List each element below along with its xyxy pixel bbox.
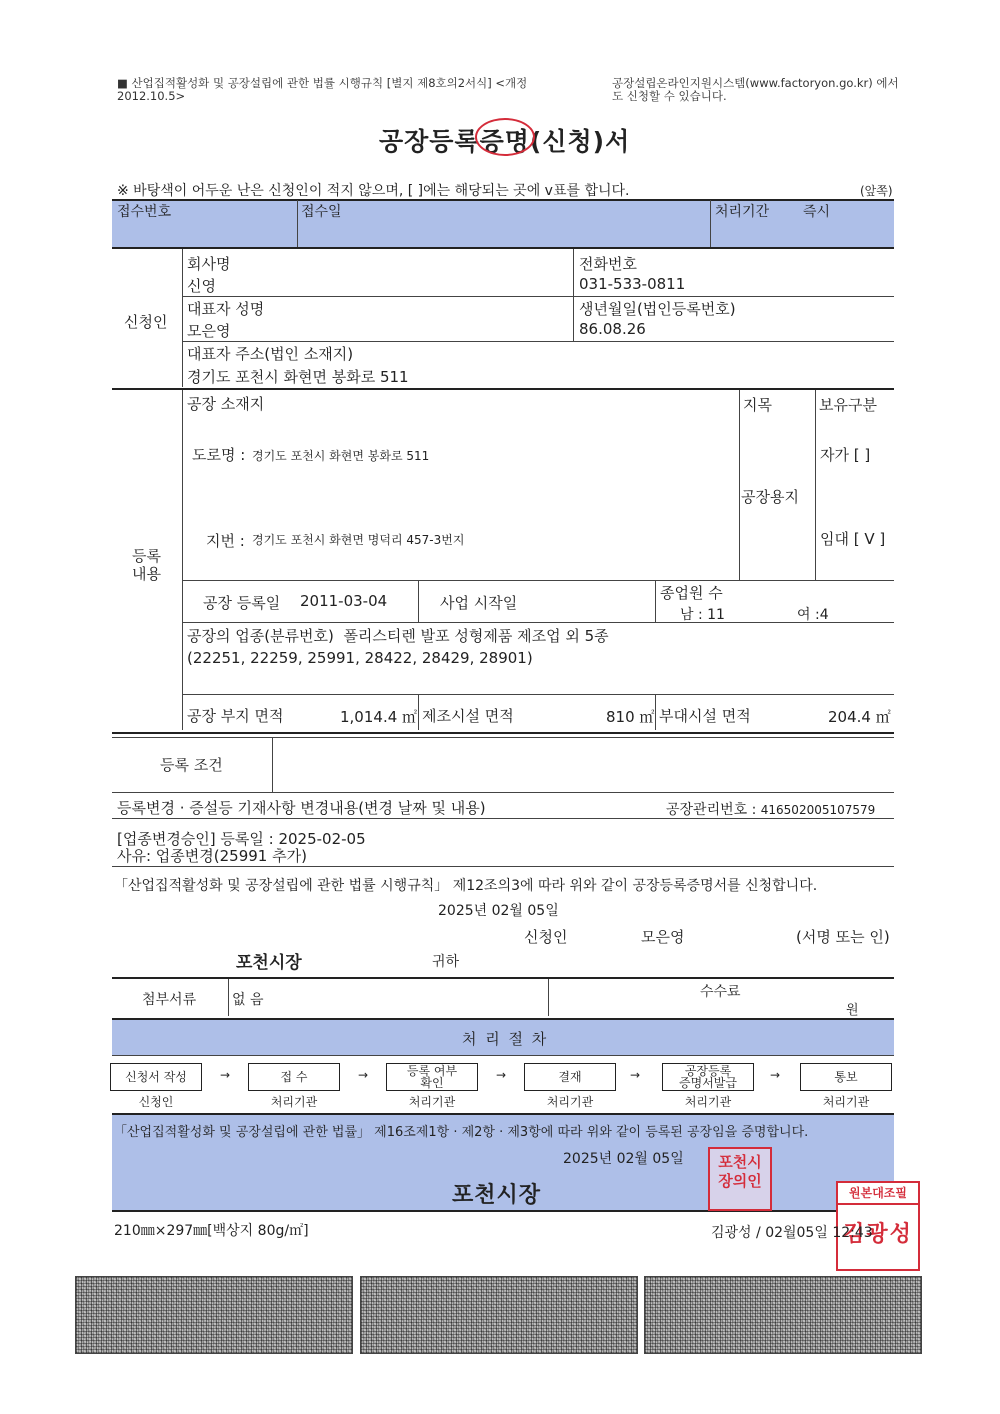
male-employee-count: 남 : 11 (680, 607, 725, 623)
applicant-signature-name: 모은영 (641, 928, 685, 946)
security-barcode (75, 1276, 353, 1354)
address-value: 경기도 포천시 화현면 봉화로 511 (187, 368, 409, 386)
registration-section-label-2: 내용 (132, 565, 161, 583)
address-label: 대표자 주소(법인 소재지) (187, 345, 354, 363)
auxiliary-area-value: 204.4 ㎡ (828, 708, 891, 726)
change-entry-line-1: [업종변경승인] 등록일 : 2025-02-05 (117, 830, 366, 848)
employee-count-label: 종업원 수 (660, 584, 723, 602)
lot-address-value: 경기도 포천시 화현면 명덕리 457-3번지 (252, 533, 465, 547)
representative-label: 대표자 성명 (187, 300, 265, 318)
female-employee-count: 여 :4 (797, 607, 829, 623)
management-number-label: 공장관리번호 : 416502005107579 (666, 802, 876, 818)
attachments-label: 첨부서류 (142, 992, 197, 1008)
industry-codes: (22251, 22259, 25991, 28422, 28429, 28901) (187, 649, 533, 667)
applicant-signature-label: 신청인 (524, 928, 568, 946)
manufacturing-area-label: 제조시설 면적 (422, 707, 514, 725)
recipient-name: 포천시장 (236, 953, 302, 973)
copy-stamp-name: 김광성 (843, 1222, 913, 1247)
reception-number-label: 접수번호 (117, 204, 172, 220)
step-arrow-icon: → (496, 1068, 507, 1082)
leased-checkbox: 임대 [ V ] (820, 530, 886, 548)
applicant-section-label: 신청인 (124, 313, 168, 331)
road-address-value: 경기도 포천시 화현면 봉화로 511 (252, 449, 430, 463)
title-circled-word: 증명 (480, 122, 530, 158)
step-notification: 통보 (800, 1063, 892, 1091)
official-seal: 포천시장의인 (708, 1147, 772, 1211)
red-circle-mark (475, 118, 535, 156)
step-actor-label: 처리기관 (408, 1095, 456, 1109)
company-name-label: 회사명 (187, 255, 231, 273)
step-actor-label: 처리기관 (684, 1095, 732, 1109)
change-history-label: 등록변경 · 증설등 기재사항 변경내용(변경 날짜 및 내용) (117, 799, 486, 817)
manufacturing-area-value: 810 ㎡ (606, 708, 655, 726)
reception-date-label: 접수일 (301, 204, 342, 220)
company-name-value: 신영 (187, 277, 216, 295)
phone-label: 전화번호 (579, 255, 637, 273)
change-entry-line-2: 사유: 업종변경(25991 추가) (117, 847, 307, 865)
auxiliary-area-label: 부대시설 면적 (659, 707, 751, 725)
page-title (379, 122, 630, 158)
site-area-label: 공장 부지 면적 (187, 707, 284, 725)
certification-statement: 「산업집적활성화 및 공장설립에 관한 법률」 제16조제1항 · 제2항 · 제3항에 따라 위와 같이 등록된 공장임을 증명합니다. (114, 1125, 809, 1140)
step-issue-certificate: 공장등록 증명서발급 (662, 1063, 754, 1091)
step-approval: 결재 (524, 1063, 616, 1091)
step-receipt: 접 수 (248, 1063, 340, 1091)
copy-stamp-label: 원본대조필 (838, 1183, 918, 1205)
online-system-note: 공장설립온라인지원시스템(www.factoryon.go.kr) 에서도 신청할 수 있습니다. (612, 76, 899, 103)
form-reference-note: ■ 산업집적활성화 및 공장설립에 관한 법률 시행규칙 [별지 제8호의2서식] <개정 2012.10.5> (117, 76, 528, 103)
land-category-label: 지목 (743, 396, 772, 414)
lot-address-label: 지번 : (206, 532, 245, 550)
fee-unit: 원 (846, 1003, 859, 1018)
step-arrow-icon: → (630, 1068, 641, 1082)
signature-note: (서명 또는 인) (796, 928, 890, 946)
factory-location-label: 공장 소재지 (187, 395, 265, 413)
security-barcode (360, 1276, 638, 1354)
step-arrow-icon: → (220, 1068, 231, 1082)
reception-row (112, 200, 894, 247)
representative-value: 모은영 (187, 322, 231, 340)
application-statement: 「산업집적활성화 및 공장설립에 관한 법률 시행규칙」 제12조의3에 따라 위와 같이 공장등록증명서를 신청합니다. (114, 878, 818, 894)
land-category-value: 공장용지 (741, 488, 799, 506)
registration-date-label: 공장 등록일 (203, 594, 281, 612)
security-barcode (644, 1276, 922, 1354)
birth-date-label: 생년월일(법인등록번호) (579, 300, 736, 318)
management-number-value: 416502005107579 (760, 803, 876, 817)
registration-conditions-label: 등록 조건 (160, 756, 223, 774)
owned-checkbox: 자가 [ ] (820, 446, 871, 464)
phone-value: 031-533-0811 (579, 275, 686, 293)
step-arrow-icon: → (358, 1068, 369, 1082)
step-verify-registration: 등록 여부 확인 (386, 1063, 478, 1091)
certification-date: 2025년 02월 05일 (563, 1151, 684, 1167)
procedure-title: 처 리 절 차 (462, 1030, 549, 1048)
title-prefix: 공장등록 (379, 127, 480, 156)
industry-label: 공장의 업종(분류번호) 폴리스티렌 발포 성형제품 제조업 외 5종 (187, 627, 609, 645)
industry-value: 폴리스티렌 발포 성형제품 제조업 외 5종 (343, 627, 609, 645)
fee-label: 수수료 (700, 984, 741, 1000)
step-write-application: 신청서 작성 (110, 1063, 202, 1091)
attachments-value: 없 음 (232, 992, 264, 1008)
step-actor-label: 신청인 (138, 1095, 174, 1109)
business-start-label: 사업 시작일 (440, 594, 518, 612)
paper-spec: 210㎜×297㎜[백상지 80g/㎡] (114, 1223, 309, 1239)
road-address-label: 도로명 : (192, 446, 246, 464)
registration-section-label-1: 등록 (132, 547, 161, 565)
registration-date-value: 2011-03-04 (300, 592, 388, 610)
processing-period-value: 즉시 (803, 204, 831, 220)
ownership-label: 보유구분 (819, 396, 877, 414)
instruction-note: ※ 바탕색이 어두운 난은 신청인이 적지 않으며, [ ]에는 해당되는 곳에 v표를 합니다. (117, 183, 630, 199)
processing-period-label: 처리기간 (715, 204, 770, 220)
site-area-value: 1,014.4 ㎡ (340, 708, 418, 726)
step-arrow-icon: → (770, 1068, 781, 1082)
title-suffix: (신청)서 (529, 127, 631, 156)
birth-date-value: 86.08.26 (579, 320, 646, 338)
step-actor-label: 처리기관 (270, 1095, 318, 1109)
recipient-honorific: 귀하 (432, 954, 460, 970)
page-side-label: (앞쪽) (860, 184, 893, 198)
verifier-note: 김광성 / 02월05일 12:43 (711, 1225, 873, 1241)
issuer-name: 포천시장 (452, 1183, 542, 1208)
step-actor-label: 처리기관 (822, 1095, 870, 1109)
step-actor-label: 처리기관 (546, 1095, 594, 1109)
application-date: 2025년 02월 05일 (438, 903, 559, 919)
